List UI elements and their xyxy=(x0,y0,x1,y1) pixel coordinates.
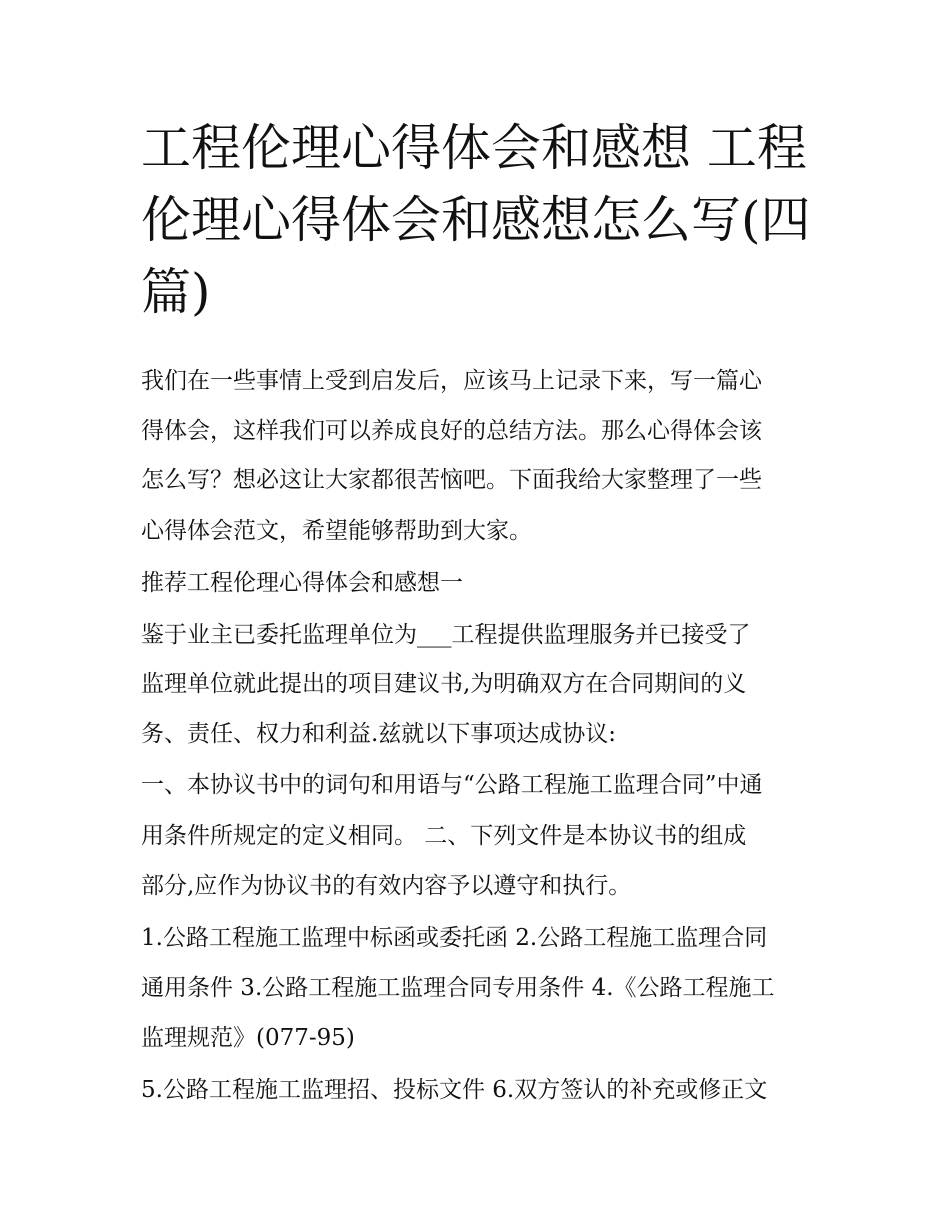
body-line: 一、本协议书中的词句和用语与“公路工程施工监理合同”中通 xyxy=(141,772,763,798)
body-line: 5.公路工程施工监理招、投标文件 6.双方签认的补充或修正文 xyxy=(141,1077,768,1103)
body-line: 部分,应作为协议书的有效内容予以遵守和执行。 xyxy=(141,873,632,899)
body-line: 怎么写？想必这让大家都很苦恼吧。下面我给大家整理了一些 xyxy=(141,467,762,493)
body-line: 我们在一些事情上受到启发后，应该马上记录下来，写一篇心 xyxy=(141,368,762,394)
body-line: 通用条件 3.公路工程施工监理合同专用条件 4.《公路工程施工 xyxy=(141,975,775,1001)
body-line: 务、责任、权力和利益.兹就以下事项达成协议: xyxy=(141,721,617,747)
body-line: 监理规范》(077-95) xyxy=(141,1025,355,1051)
body-line: 心得体会范文，希望能够帮助到大家。 xyxy=(141,518,532,544)
body-line: 1.公路工程施工监理中标函或委托函 2.公路工程施工监理合同 xyxy=(141,925,768,951)
section-heading: 推荐工程伦理心得体会和感想一 xyxy=(141,570,463,596)
body-line: 得体会，这样我们可以养成良好的总结方法。那么心得体会该 xyxy=(141,418,762,444)
body-line: 监理单位就此提出的项目建议书,为明确双方在合同期间的义 xyxy=(141,671,747,697)
title-line-2: 伦理心得体会和感想怎么写(四 xyxy=(141,191,811,249)
title-line-1: 工程伦理心得体会和感想 工程 xyxy=(141,119,807,177)
title-line-3: 篇) xyxy=(141,263,211,321)
body-line: 鉴于业主已委托监理单位为___工程提供监理服务并已接受了 xyxy=(141,622,751,648)
body-line: 用条件所规定的定义相同。 二、下列文件是本协议书的组成 xyxy=(141,823,747,849)
document-title xyxy=(141,112,821,328)
